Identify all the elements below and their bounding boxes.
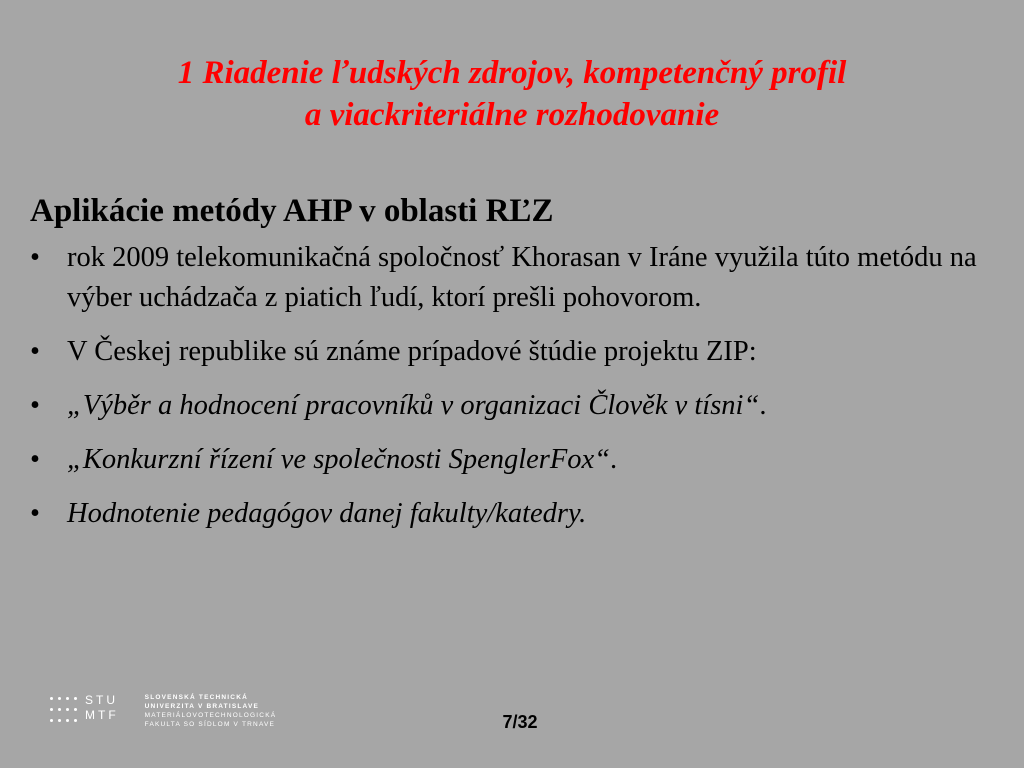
section-heading: Aplikácie metódy AHP v oblasti RĽZ xyxy=(30,193,554,229)
slide-title xyxy=(0,52,1024,136)
logo-mtf-text: MTF xyxy=(85,708,119,722)
slide-title-line-1: 1 Riadenie ľudských zdrojov, kompetenčný profil xyxy=(177,55,847,91)
list-item xyxy=(30,494,990,534)
bullet-icon: • xyxy=(30,444,40,475)
logo-dots-icon xyxy=(50,697,77,722)
bullet-icon: • xyxy=(30,242,40,273)
slide-title-line-2: a viackriteriálne rozhodovanie xyxy=(304,97,720,133)
list-item-text: „Výběr a hodnocení pracovníků v organizaci Člověk v tísni“ xyxy=(67,390,760,421)
bullet-icon: • xyxy=(30,390,40,421)
university-logo xyxy=(50,693,276,733)
list-item xyxy=(30,332,990,372)
list-item-text: „Konkurzní řízení ve společnosti SpenglerFox“ xyxy=(67,444,611,475)
list-item-text: Hodnotenie pedagógov danej fakulty/katedry. xyxy=(67,498,587,529)
faculty-name-line-1: MATERIÁLOVOTECHNOLOGICKÁ xyxy=(144,712,277,719)
list-item-trailing-punctuation: . xyxy=(610,444,618,475)
list-item xyxy=(30,238,990,318)
university-name xyxy=(145,693,277,729)
university-name-line-1: SLOVENSKÁ TECHNICKÁ xyxy=(144,694,248,701)
list-item xyxy=(30,440,990,480)
bullet-icon: • xyxy=(30,498,40,529)
list-item-text: rok 2009 telekomunikačná spoločnosť Khorasan v Iráne využila túto metódu na výber uchádzača z piatich ľudí, ktorí prešli pohovorom. xyxy=(67,242,977,313)
faculty-name-line-2: FAKULTA SO SÍDLOM V TRNAVE xyxy=(144,721,276,728)
list-item xyxy=(30,386,990,426)
bullet-icon: • xyxy=(30,336,40,367)
logo-stu-text: STU xyxy=(85,693,118,707)
university-name-line-2: UNIVERZITA V BRATISLAVE xyxy=(144,703,260,710)
bullet-list xyxy=(30,238,990,534)
logo-abbreviation xyxy=(85,694,119,724)
list-item-text: V Českej republike sú známe prípadové štúdie projektu ZIP: xyxy=(67,336,757,367)
slide-content xyxy=(30,190,990,548)
page-number: 7/32 xyxy=(502,712,538,732)
list-item-trailing-punctuation: . xyxy=(759,390,767,421)
